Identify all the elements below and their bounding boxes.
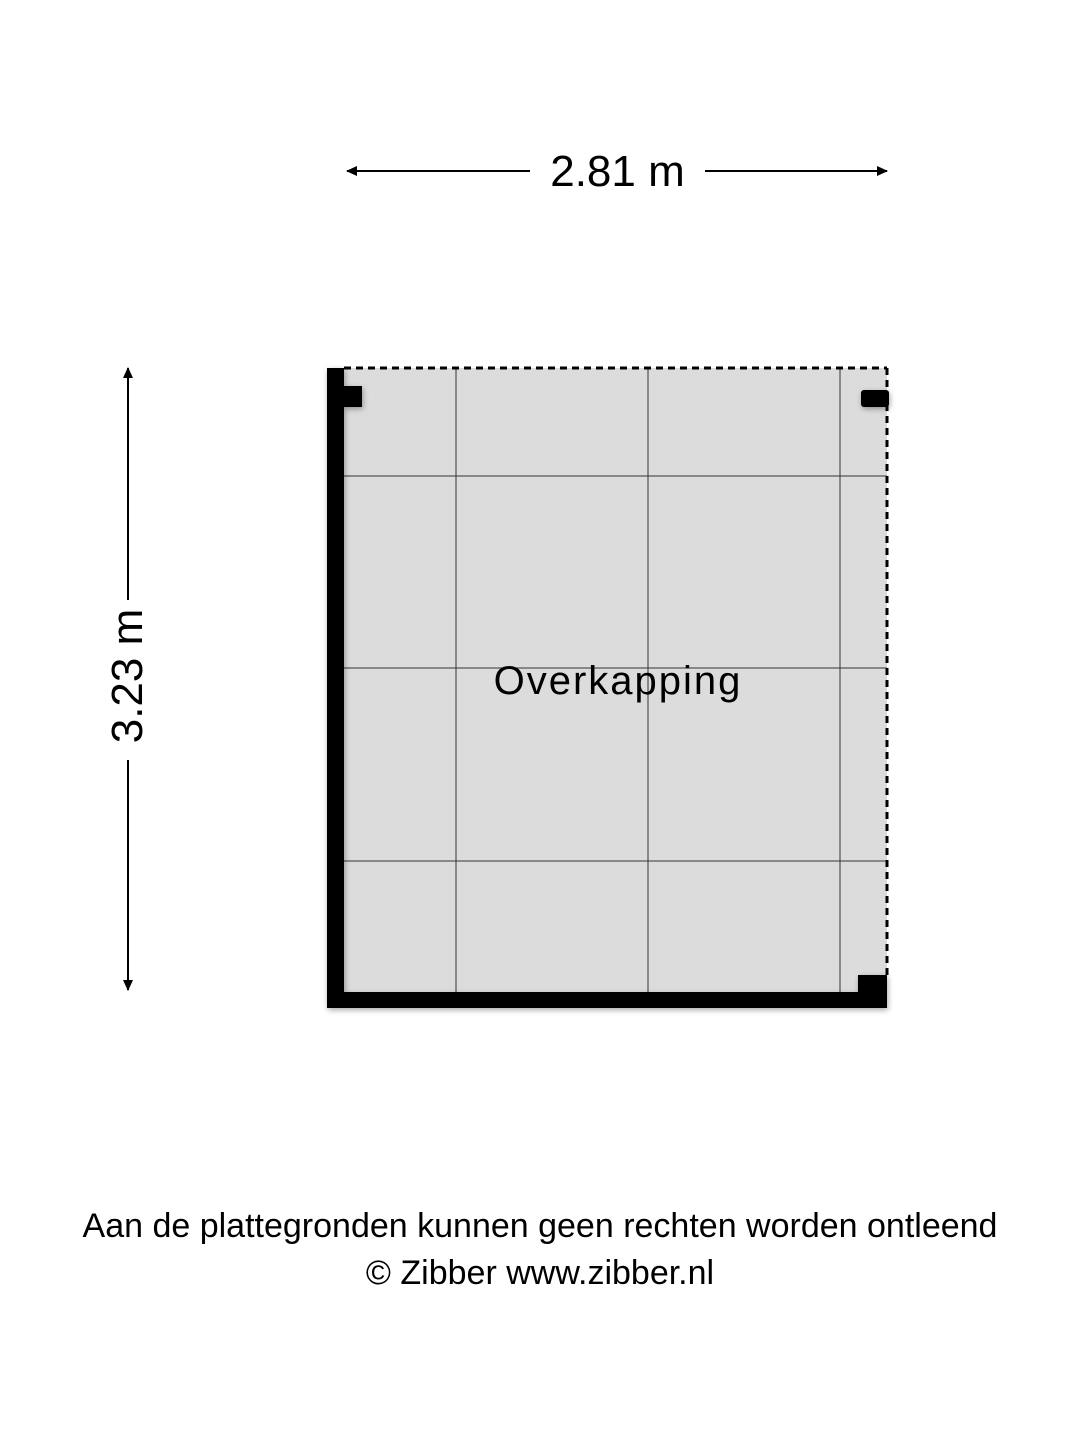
post-top-left bbox=[344, 386, 362, 407]
left-wall bbox=[327, 368, 344, 1008]
width-dimension-label: 2.81 m bbox=[530, 146, 705, 198]
post-top-right bbox=[861, 390, 889, 407]
disclaimer-text: Aan de plattegronden kunnen geen rechten worden ontleend bbox=[82, 1207, 998, 1245]
room-name-label: Overkapping bbox=[493, 659, 743, 703]
corner-post-bottom-right bbox=[858, 975, 887, 1000]
copyright-text: © Zibber www.zibber.nl bbox=[365, 1254, 715, 1292]
bottom-wall bbox=[327, 992, 887, 1008]
height-dimension-label: 3.23 m bbox=[102, 601, 154, 751]
